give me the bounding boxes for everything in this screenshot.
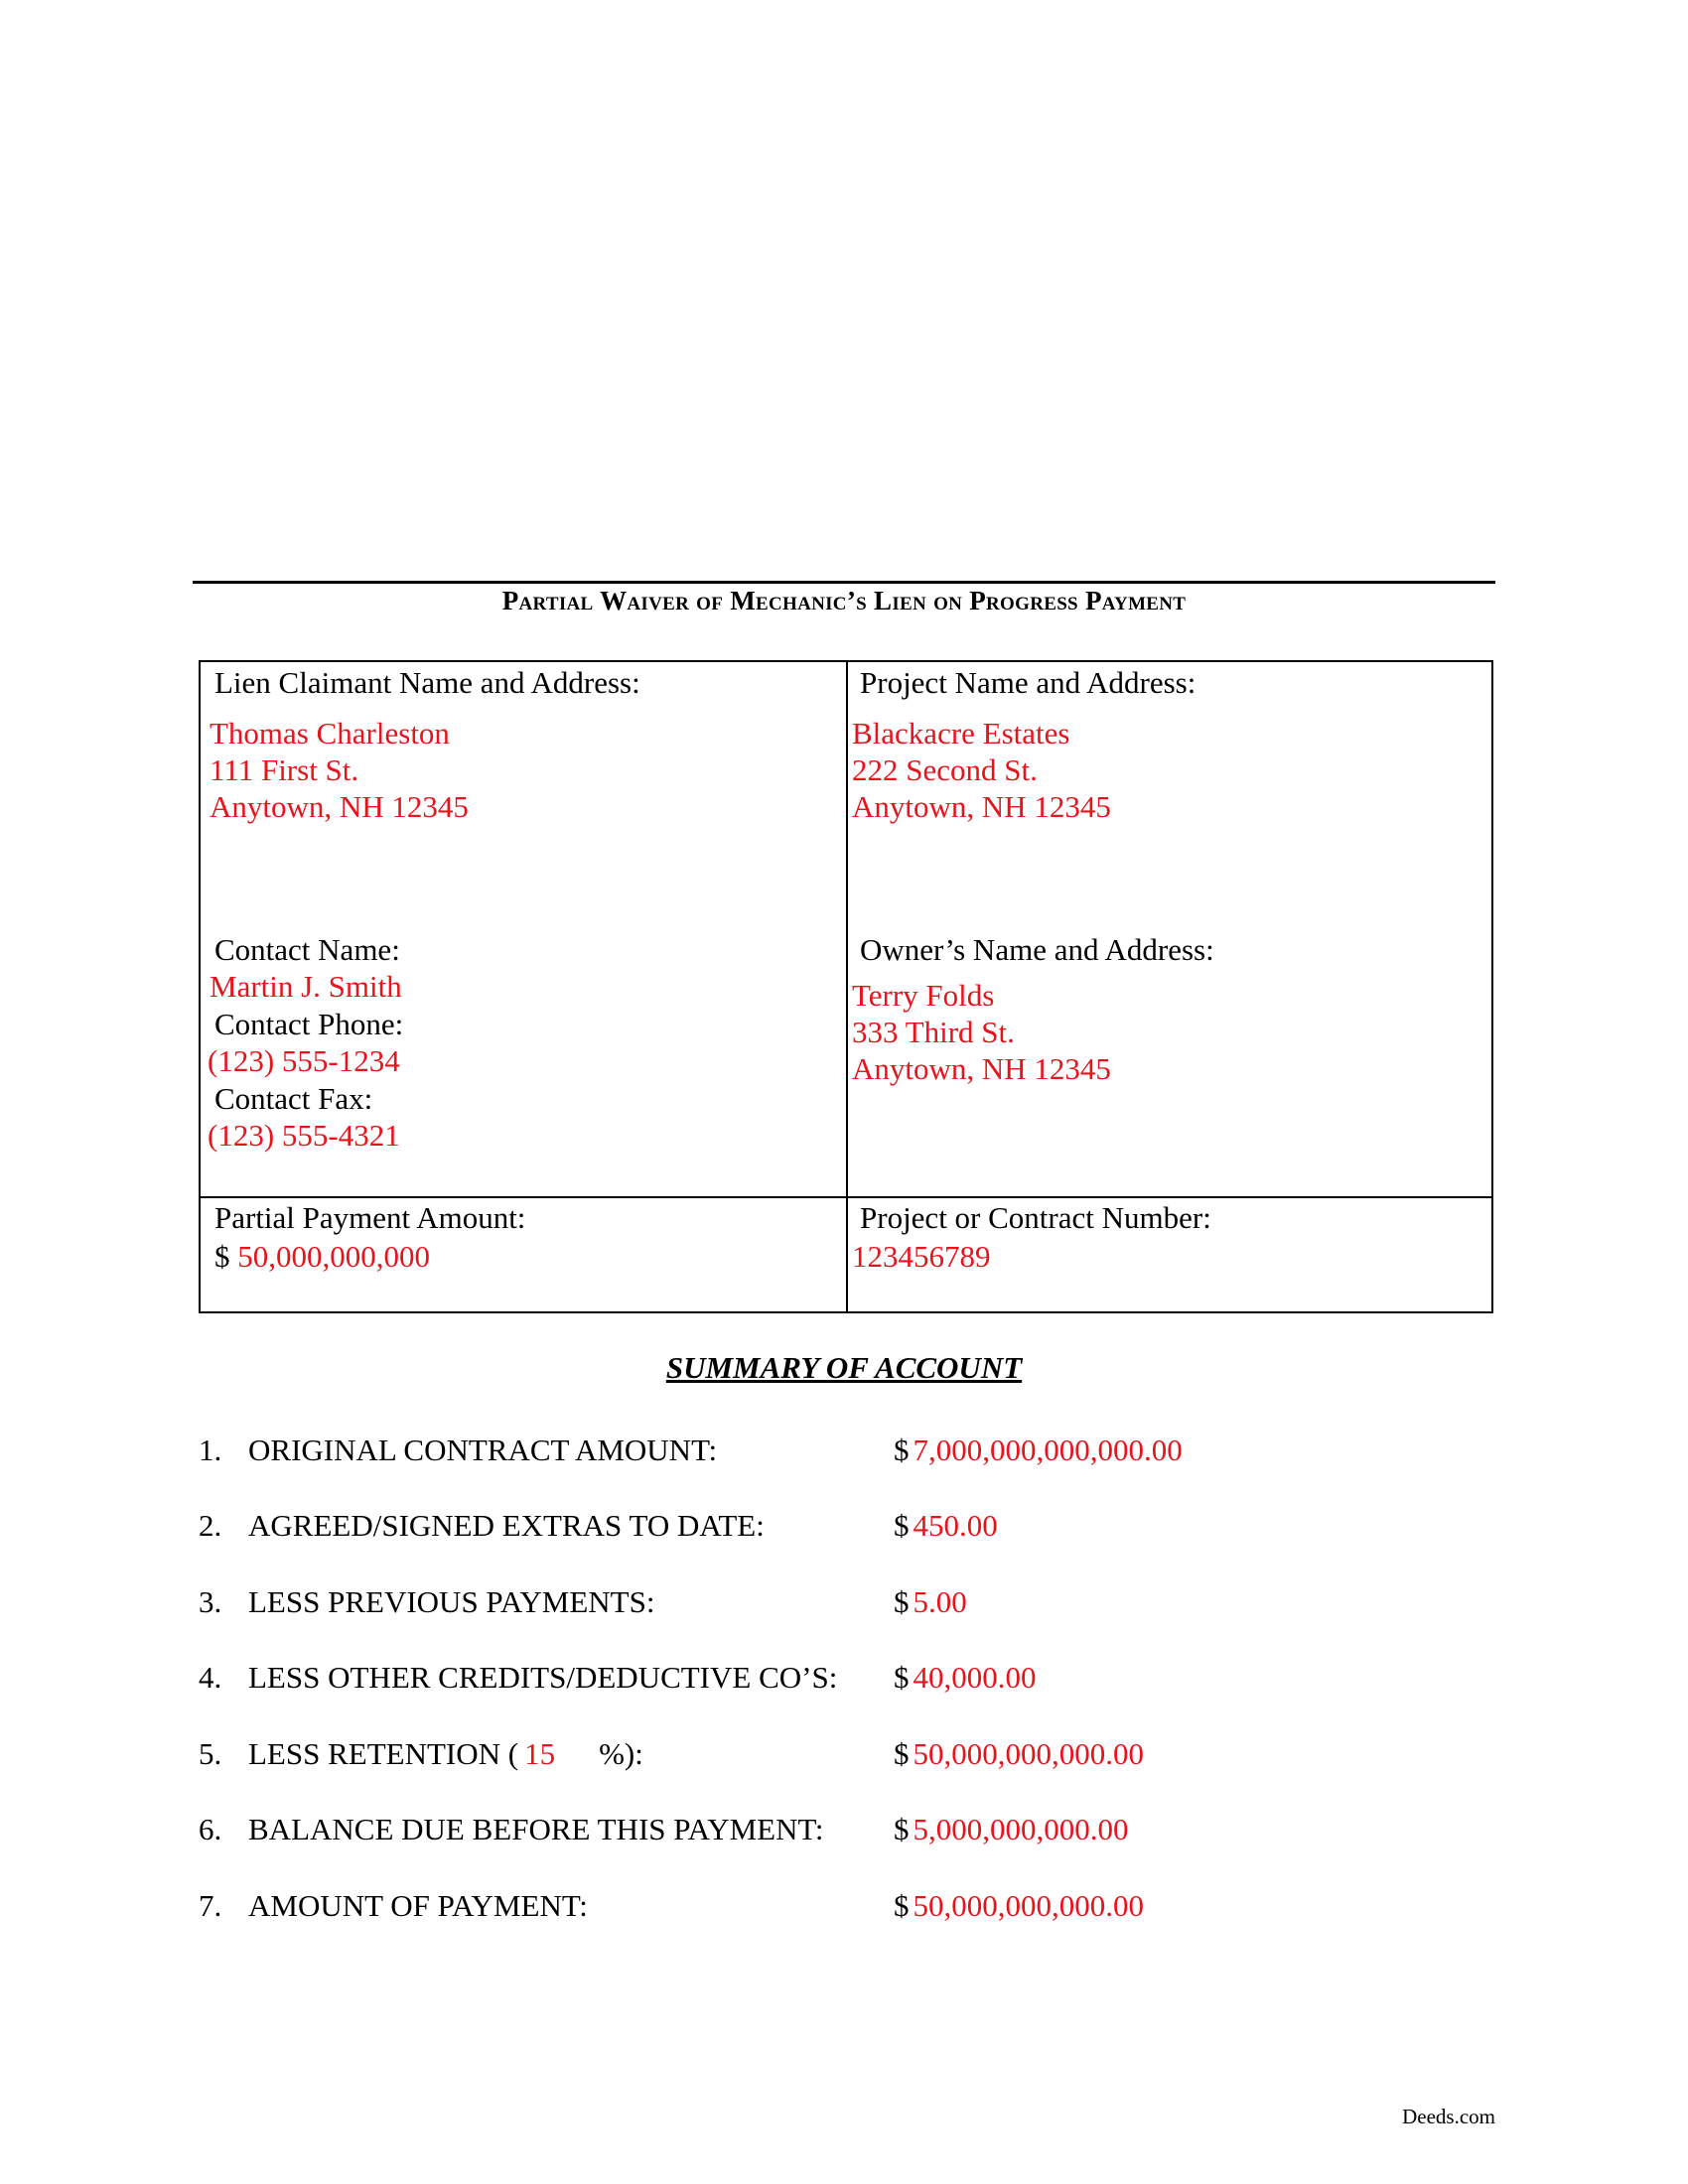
document-title: Partial Waiver of Mechanic’s Lien on Progress Payment (501, 586, 1187, 615)
summary-item-number: 5. (199, 1736, 222, 1771)
summary-item-label: ORIGINAL CONTRACT AMOUNT: (248, 1433, 718, 1467)
owner-label: Owner’s Name and Address: (860, 932, 1214, 967)
table-column-divider (846, 662, 848, 1311)
summary-item-amount: 50,000,000,000.00 (913, 1736, 1144, 1771)
summary-item-label: AMOUNT OF PAYMENT: (248, 1888, 588, 1923)
currency-symbol: $ (894, 1660, 910, 1695)
summary-item-amount: 7,000,000,000,000.00 (913, 1433, 1183, 1467)
contact-fax-label: Contact Fax: (214, 1081, 373, 1116)
payment-currency: $ (214, 1239, 230, 1274)
table-row-divider (201, 1196, 1491, 1198)
summary-item-value (894, 1735, 1144, 1772)
owner-name: Terry Folds (852, 978, 995, 1013)
currency-symbol: $ (894, 1736, 910, 1771)
summary-item-label: LESS PREVIOUS PAYMENTS: (248, 1584, 655, 1619)
summary-item-value (894, 1432, 1183, 1468)
contact-phone-label: Contact Phone: (214, 1007, 404, 1041)
summary-item-label: BALANCE DUE BEFORE THIS PAYMENT: (248, 1812, 824, 1846)
summary-item-number: 6. (199, 1812, 222, 1846)
retention-percent: 15 (524, 1736, 556, 1771)
summary-item-label: AGREED/SIGNED EXTRAS TO DATE: (248, 1508, 765, 1543)
summary-item-label (248, 1735, 643, 1772)
currency-symbol: $ (894, 1584, 910, 1619)
payment-amount: 50,000,000,000 (237, 1239, 430, 1274)
owner-address-line2: Anytown, NH 12345 (852, 1051, 1111, 1086)
payment-label: Partial Payment Amount: (214, 1200, 526, 1235)
currency-symbol: $ (894, 1888, 910, 1923)
claimant-label: Lien Claimant Name and Address: (214, 665, 640, 700)
contact-phone-value: (123) 555-1234 (208, 1043, 400, 1078)
currency-symbol: $ (894, 1508, 910, 1543)
contact-name-value: Martin J. Smith (210, 969, 402, 1004)
project-address-line2: Anytown, NH 12345 (852, 789, 1111, 824)
summary-item-value (894, 1507, 998, 1544)
project-address-line1: 222 Second St. (852, 752, 1038, 787)
summary-item-amount: 5,000,000,000.00 (913, 1812, 1129, 1846)
summary-item-value (894, 1659, 1037, 1696)
summary-item-amount: 5.00 (913, 1584, 967, 1619)
payment-amount-row (214, 1238, 430, 1275)
summary-item-number: 4. (199, 1660, 222, 1695)
summary-title: SUMMARY OF ACCOUNT (665, 1350, 1023, 1385)
owner-address-line1: 333 Third St. (852, 1015, 1015, 1049)
contact-fax-value: (123) 555-4321 (208, 1118, 400, 1153)
summary-item-label: LESS OTHER CREDITS/DEDUCTIVE CO’S: (248, 1660, 838, 1695)
summary-item-value (894, 1887, 1144, 1924)
currency-symbol: $ (894, 1812, 910, 1846)
info-table (199, 660, 1493, 1313)
retention-label-prefix: LESS RETENTION ( (248, 1736, 519, 1771)
summary-item-amount: 40,000.00 (913, 1660, 1037, 1695)
summary-item-value (894, 1583, 967, 1620)
summary-item-value (894, 1811, 1129, 1847)
claimant-name: Thomas Charleston (210, 716, 450, 751)
contract-number: 123456789 (852, 1239, 991, 1274)
project-name: Blackacre Estates (852, 716, 1070, 751)
claimant-address-line1: 111 First St. (210, 752, 359, 787)
project-label: Project Name and Address: (860, 665, 1196, 700)
footer-brand: Deeds.com (1402, 2105, 1495, 2128)
summary-item-amount: 450.00 (913, 1508, 998, 1543)
summary-item-number: 2. (199, 1508, 222, 1543)
summary-item-number: 1. (199, 1433, 222, 1467)
contract-label: Project or Contract Number: (860, 1200, 1211, 1235)
summary-item-amount: 50,000,000,000.00 (913, 1888, 1144, 1923)
title-rule (193, 581, 1495, 584)
contact-name-label: Contact Name: (214, 932, 400, 967)
retention-label-suffix: %): (599, 1736, 643, 1771)
currency-symbol: $ (894, 1433, 910, 1467)
summary-item-number: 7. (199, 1888, 222, 1923)
claimant-address-line2: Anytown, NH 12345 (210, 789, 469, 824)
summary-item-number: 3. (199, 1584, 222, 1619)
